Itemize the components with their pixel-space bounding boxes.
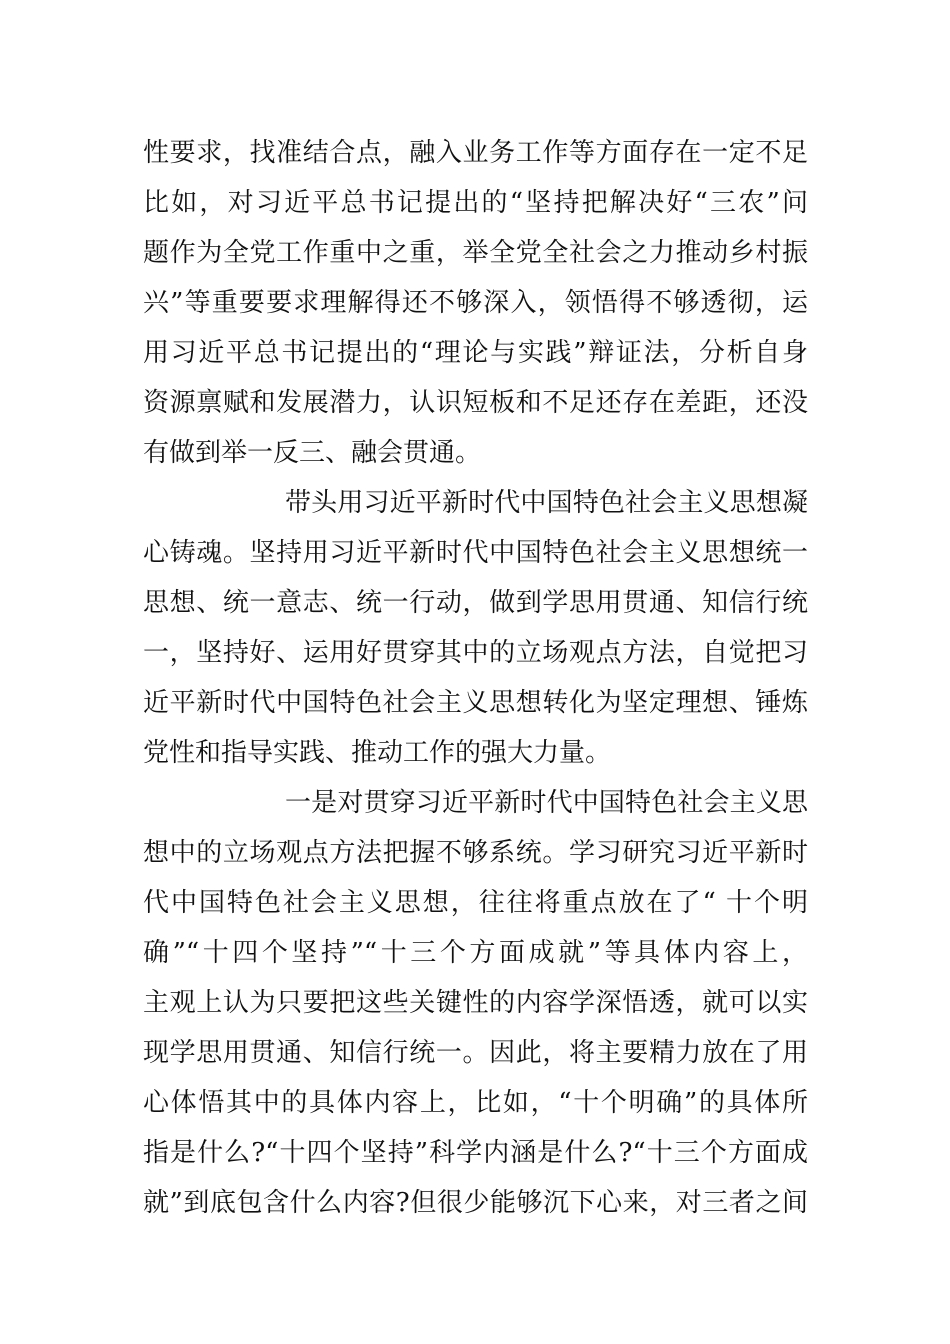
text-line: 性要求，找准结合点，融入业务工作等方面存在一定不足 — [143, 138, 808, 168]
text-line: 心铸魂。坚持用习近平新时代中国特色社会主义思想统一 — [143, 538, 808, 568]
text-line: 一是对贯穿习近平新时代中国特色社会主义思 — [285, 788, 808, 818]
body-text — [143, 128, 808, 1228]
text-line: 资源禀赋和发展潜力，认识短板和不足还存在差距，还没 — [143, 388, 808, 418]
text-line: 确”“十四个坚持”“十三个方面成就”等具体内容上， — [143, 938, 808, 968]
text-line: 代中国特色社会主义思想，往往将重点放在了“ 十个明 — [143, 888, 808, 918]
text-line: 比如，对习近平总书记提出的“坚持把解决好“三农”问 — [143, 188, 808, 218]
text-line: 现学思用贯通、知信行统一。因此，将主要精力放在了用 — [143, 1038, 808, 1068]
text-line: 一，坚持好、运用好贯穿其中的立场观点方法，自觉把习 — [143, 638, 808, 668]
text-line: 用习近平总书记提出的“理论与实践”辩证法，分析自身 — [143, 338, 808, 368]
text-line: 心体悟其中的具体内容上，比如，“十个明确”的具体所 — [143, 1088, 808, 1118]
text-line: 思想、统一意志、统一行动，做到学思用贯通、知信行统 — [143, 588, 808, 618]
text-line: 题作为全党工作重中之重，举全党全社会之力推动乡村振 — [143, 238, 808, 268]
text-line: 带头用习近平新时代中国特色社会主义思想凝 — [285, 488, 808, 518]
text-line: 主观上认为只要把这些关键性的内容学深悟透，就可以实 — [143, 988, 808, 1018]
text-line: 有做到举一反三、融会贯通。 — [143, 438, 482, 468]
text-line: 近平新时代中国特色社会主义思想转化为坚定理想、锤炼 — [143, 688, 808, 718]
text-line: 指是什么?“十四个坚持”科学内涵是什么?“十三个方面成 — [143, 1138, 808, 1168]
text-line: 想中的立场观点方法把握不够系统。学习研究习近平新时 — [143, 838, 808, 868]
text-line: 就”到底包含什么内容?但很少能够沉下心来，对三者之间 — [143, 1188, 808, 1218]
text-line: 兴”等重要要求理解得还不够深入，领悟得不够透彻，运 — [143, 288, 808, 318]
text-line: 党性和指导实践、推动工作的强大力量。 — [143, 738, 612, 768]
